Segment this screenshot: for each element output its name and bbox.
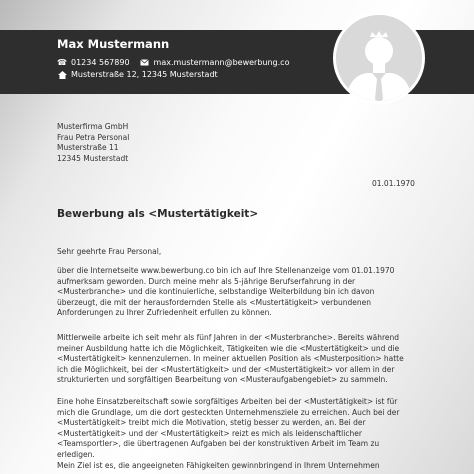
recipient-city: 12345 Musterstadt	[57, 153, 129, 163]
body-paragraph: Eine hohe Einsatzbereitschaft sowie sorgfältiges Arbeiten bei der <Mustertätigkeit> ist für mich die Grundlage, um die dort gesteckten Unternehmensziele zu erreichen. Auch bei der <Mustertätigkeit> treibt mich die Motivation, stetig besser zu werden, an. Bei der <Mustertätigkeit> und der <Mustertätigkeit> reizt es mich als leidenschaftlicher <Teamsportler>, die übertragenen Aufgaben bei der konstruktiven Arbeit im Team zu erledigen.	[57, 397, 400, 459]
body-paragraph: über die Internetseite www.bewerbung.co bin ich auf Ihre Stellenanzeige vom 01.01.1970 aufmerksam geworden. Durch meine mehr als 5-jährige Berufserfahrung in der <Musterbranche> und die kontinuierliche, selbstandige Weiterbildung bin ich davon überzeugt, die mit der herausfordernden Stelle als <Mustertätigkeit> verbundenen Anforderungen zu Ihrer Zufriedenheit erfullen zu können.	[57, 266, 395, 318]
contact-row-address	[57, 70, 218, 79]
body-paragraph: Mittlerweile arbeite ich seit mehr als fünf Jahren in der <Musterbranche>. Bereits während meiner Ausbildung hatte ich die Möglichkeit, Tätigkeiten wie die <Mustertätigkeit> und die <Mustertätigkeit> kennenzulernen. In meiner aktuellen Position als <Musterposition> hatte ich die Möglichkeit, bei der <Mustertätigkeit> und der <Mustertätigkeit> vor allem in der strukturierten und sorgfältigen Bearbeitung von <Musteraufgabengebiet> zu sammeln.	[57, 333, 404, 385]
sender-email[interactable]: max.mustermann@bewerbung.co	[153, 58, 290, 67]
contact-row-phone-email	[57, 58, 289, 67]
recipient-address	[57, 122, 129, 164]
body-paragraph: Mein Ziel ist es, die angeeigneten Fähigkeiten gewinnbringend in Ihrem Unternehmen	[57, 461, 380, 470]
sender-phone: 01234 567890	[71, 58, 130, 67]
recipient-company: Musterfirma GmbH	[57, 122, 129, 131]
avatar-placeholder-icon	[336, 15, 422, 101]
sender-address: Musterstraße 12, 12345 Musterstadt	[71, 70, 218, 79]
avatar	[333, 12, 425, 104]
sender-name: Max Mustermann	[57, 37, 170, 51]
letter-date: 01.01.1970	[372, 179, 415, 188]
envelope-icon	[140, 59, 150, 66]
salutation: Sehr geehrte Frau Personal,	[57, 247, 162, 256]
home-icon	[57, 71, 67, 79]
recipient-person: Frau Petra Personal	[57, 132, 130, 142]
recipient-street: Musterstraße 11	[57, 143, 119, 152]
phone-icon: ☎	[57, 58, 67, 67]
letter-subject: Bewerbung als <Mustertätigkeit>	[57, 208, 259, 220]
